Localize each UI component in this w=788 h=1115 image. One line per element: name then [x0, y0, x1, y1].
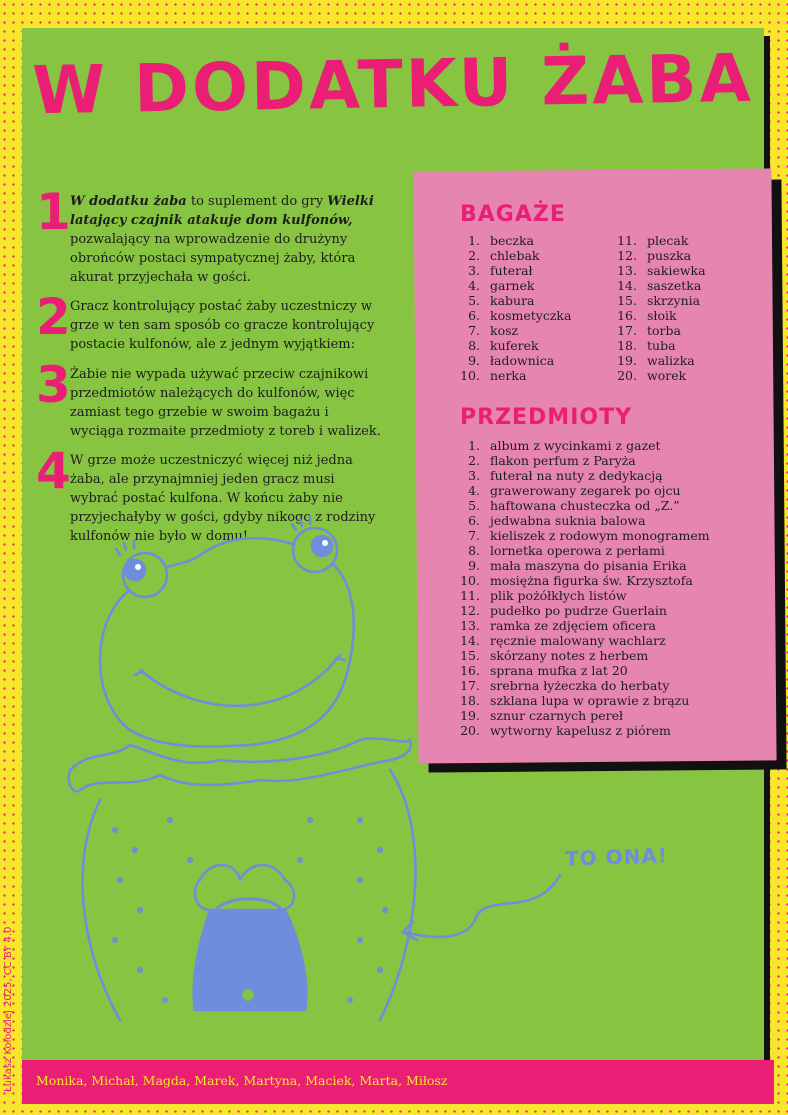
list-item-number: 20.	[460, 723, 480, 738]
list-item	[454, 263, 571, 278]
intro-paragraph-3	[36, 356, 384, 441]
list-item-number: 7.	[468, 528, 480, 543]
list-item-label: ręcznie malowany wachlarz	[490, 633, 666, 648]
list-item-label: beczka	[490, 233, 535, 248]
list-item-number: 16.	[460, 663, 480, 678]
list-item	[454, 483, 710, 498]
frog-illustration	[60, 500, 440, 1060]
list-item-label: kosmetyczka	[490, 308, 572, 323]
list-item	[454, 678, 710, 693]
list-item-number: 11.	[617, 233, 637, 248]
list-item-label: wytworny kapelusz z piórem	[490, 723, 671, 738]
list-item-number: 1.	[468, 438, 480, 453]
list-item-label: mosiężna figurka św. Krzysztofa	[490, 573, 693, 588]
list-item	[454, 513, 710, 528]
list-item-number: 12.	[617, 248, 637, 263]
list-item-label: grawerowany zegarek po ojcu	[490, 483, 681, 498]
list-item-label: haftowana chusteczka od „Z.”	[490, 498, 680, 513]
callout-arrow	[395, 860, 575, 950]
list-item-number: 3.	[468, 468, 480, 483]
list-item-label: ramka ze zdjęciem oficera	[490, 618, 657, 633]
game-name: Wielki latający czajnik atakuje dom kulfonów,	[70, 194, 374, 228]
list-item	[454, 323, 571, 338]
author-names: Monika, Michał, Magda, Marek, Martyna, Maciek, Marta, Miłosz	[36, 1073, 448, 1088]
paragraph-number: 2	[36, 288, 71, 346]
list-item-number: 8.	[468, 338, 480, 353]
paragraph-number: 3	[36, 356, 71, 414]
list-item-number: 19.	[460, 708, 480, 723]
list-item-number: 2.	[468, 248, 480, 263]
list-item-number: 7.	[468, 323, 480, 338]
list-item-number: 17.	[617, 323, 637, 338]
list-item-label: plik pożółkłych listów	[490, 588, 627, 603]
list-item	[611, 278, 706, 293]
credit-text: Łukasz Kołodziej 2025, CC BY 4.0	[3, 926, 14, 1092]
list-item-label: mała maszyna do pisania Erika	[490, 558, 687, 573]
list-item-number: 18.	[617, 338, 637, 353]
list-item-label: srebrna łyżeczka do herbaty	[490, 678, 670, 693]
list-item-number: 16.	[617, 308, 637, 323]
bagaze-list-1	[454, 233, 571, 383]
list-item-number: 18.	[460, 693, 480, 708]
list-item-label: saszetka	[647, 278, 702, 293]
list-item	[611, 323, 706, 338]
paragraph-text: Żabie nie wypada używać przeciw czajnikowi przedmiotów należących do kulfonów, więc zamiast tego grzebie w swoim bagażu i wyciąga rozmaite przedmioty z toreb i walizek.	[70, 367, 381, 439]
list-item-number: 10.	[460, 368, 480, 383]
list-item	[454, 293, 571, 308]
list-item	[454, 438, 710, 453]
list-item	[454, 543, 710, 558]
list-item-number: 1.	[468, 233, 480, 248]
list-item-label: plecak	[647, 233, 689, 248]
paragraph-number: 1	[36, 183, 71, 241]
list-item-label: pudełko po pudrze Guerlain	[490, 603, 667, 618]
list-item	[454, 603, 710, 618]
list-item-number: 5.	[468, 498, 480, 513]
list-item	[611, 263, 706, 278]
list-item	[611, 368, 706, 383]
list-item-label: kosz	[490, 323, 519, 338]
list-item-label: torba	[647, 323, 681, 338]
list-item	[454, 663, 710, 678]
list-item	[454, 368, 571, 383]
list-item-number: 13.	[460, 618, 480, 633]
list-item-number: 9.	[468, 353, 480, 368]
list-item-label: worek	[647, 368, 687, 383]
list-item	[454, 633, 710, 648]
intro-paragraph-1	[36, 183, 384, 287]
list-item	[454, 708, 710, 723]
list-item	[454, 723, 710, 738]
list-item	[454, 648, 710, 663]
list-item-label: kabura	[490, 293, 535, 308]
list-item-number: 4.	[468, 483, 480, 498]
list-item-number: 2.	[468, 453, 480, 468]
list-item	[454, 248, 571, 263]
list-item-number: 3.	[468, 263, 480, 278]
list-item	[454, 558, 710, 573]
list-item-number: 9.	[468, 558, 480, 573]
intro-paragraph-2	[36, 288, 384, 355]
list-item-label: kieliszek z rodowym monogramem	[490, 528, 710, 543]
list-item	[611, 233, 706, 248]
list-item	[611, 248, 706, 263]
list-item	[454, 498, 710, 513]
list-item-number: 15.	[460, 648, 480, 663]
list-item-number: 14.	[460, 633, 480, 648]
list-item	[454, 233, 571, 248]
list-item-label: tuba	[647, 338, 676, 353]
list-item	[454, 573, 710, 588]
list-item-label: chlebak	[490, 248, 540, 263]
list-item-label: walizka	[647, 353, 695, 368]
list-item-number: 6.	[468, 308, 480, 323]
list-item-number: 6.	[468, 513, 480, 528]
list-item	[611, 293, 706, 308]
list-item-label: szklana lupa w oprawie z brązu	[490, 693, 690, 708]
list-item-label: sakiewka	[647, 263, 706, 278]
list-item	[611, 338, 706, 353]
list-item-label: flakon perfum z Paryża	[490, 453, 636, 468]
list-item-number: 12.	[460, 603, 480, 618]
list-item-label: skórzany notes z herbem	[490, 648, 649, 663]
paragraph-number: 4	[36, 442, 71, 500]
list-item	[454, 468, 710, 483]
paragraph-text: Gracz kontrolujący postać żaby uczestniczy w grze w ten sam sposób co gracze kontrolujący postacie kulfonów, ale z jednym wyjątkiem:	[70, 299, 375, 352]
list-item-label: ładownica	[490, 353, 555, 368]
supplement-name: W dodatku żaba	[70, 194, 187, 209]
list-item-label: jedwabna suknia balowa	[490, 513, 646, 528]
list-item-label: futerał	[490, 263, 533, 278]
list-item-number: 10.	[460, 573, 480, 588]
list-item-label: skrzynia	[647, 293, 701, 308]
list-item	[454, 693, 710, 708]
list-item-label: futerał na nuty z dedykacją	[490, 468, 663, 483]
list-item	[454, 528, 710, 543]
list-item-number: 17.	[460, 678, 480, 693]
list-item	[454, 353, 571, 368]
list-item-label: nerka	[490, 368, 527, 383]
przedmioty-title: PRZEDMIOTY	[460, 405, 633, 430]
list-item-number: 14.	[617, 278, 637, 293]
bagaze-title: BAGAŻE	[460, 202, 566, 227]
list-item-label: lornetka operowa z perłami	[490, 543, 665, 558]
list-item	[454, 278, 571, 293]
przedmioty-list	[454, 438, 710, 738]
list-item	[454, 308, 571, 323]
list-item-number: 5.	[468, 293, 480, 308]
list-item-number: 4.	[468, 278, 480, 293]
list-item-number: 8.	[468, 543, 480, 558]
list-item	[454, 618, 710, 633]
list-item-label: sprana mufka z lat 20	[490, 663, 628, 678]
bagaze-list-2	[611, 233, 706, 383]
list-item-label: puszka	[647, 248, 692, 263]
to-ona-callout: TO ONA!	[564, 843, 669, 871]
list-item-number: 15.	[617, 293, 637, 308]
paragraph-text: W grze może uczestniczyć więcej niż jedna żaba, ale przynajmniej jeden gracz musi wybrać postać kulfona. W końcu żaby nie przyjechałyby w gości, gdyby nikogo z rodziny kulfonów nie było w domu!	[70, 453, 376, 544]
list-item	[454, 453, 710, 468]
paragraph-text: pozwalający na wprowadzenie do drużyny obrońców postaci sympatycznej żaby, która akurat przyjechała w gości.	[70, 232, 356, 285]
list-item	[454, 588, 710, 603]
list-item-label: album z wycinkami z gazet	[490, 438, 661, 453]
list-item-number: 20.	[617, 368, 637, 383]
list-item	[454, 338, 571, 353]
list-item-number: 13.	[617, 263, 637, 278]
list-item	[611, 353, 706, 368]
list-item-label: garnek	[490, 278, 535, 293]
list-item-number: 11.	[460, 588, 480, 603]
list-item	[611, 308, 706, 323]
list-item-label: kuferek	[490, 338, 539, 353]
paragraph-text: to suplement do gry	[186, 194, 328, 209]
page-title: W DODATKU ŻABA	[31, 39, 755, 130]
list-item-label: słoik	[647, 308, 677, 323]
list-item-number: 19.	[617, 353, 637, 368]
list-item-label: sznur czarnych pereł	[490, 708, 624, 723]
